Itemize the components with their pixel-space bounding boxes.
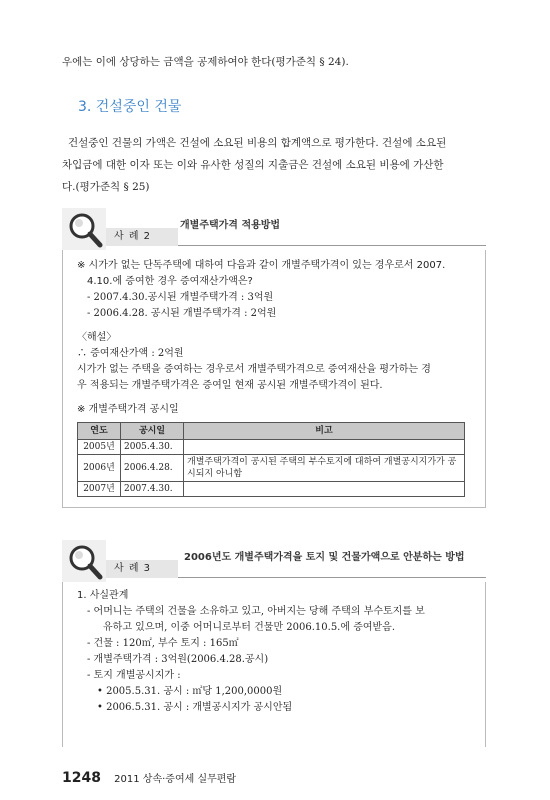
cell-year: 2007년	[78, 482, 121, 497]
divider	[178, 245, 486, 246]
cell-year: 2006년	[78, 455, 121, 482]
case-header	[62, 540, 486, 582]
case-heading: 1. 사실관계	[77, 590, 129, 601]
case-title: 개별주택가격 적용방법	[180, 220, 281, 231]
table-header-year: 연도	[78, 423, 121, 440]
list-item: - 2006.4.28. 공시된 개별주택가격 : 2억원	[87, 308, 277, 319]
list-item: - 건물 : 120㎡, 부수 토지 : 165㎡	[87, 638, 239, 649]
paragraph-line: 다.(평가준칙 § 25)	[62, 181, 150, 193]
list-item: - 개별주택가격 : 3억원(2006.4.28.공시)	[87, 654, 269, 665]
paragraph-line: 건설중인 건물의 가액은 건설에 소요된 비용의 합계액으로 평가한다. 건설에 소요된	[68, 137, 447, 149]
cell-note: 개별주택가격이 공시된 주택의 부수토지에 대하여 개별공시지가가 공시되지 아니함	[184, 455, 465, 482]
cell-date: 2006.4.28.	[121, 455, 184, 482]
table-row	[78, 482, 465, 497]
answer-line: ∴ 증여재산가액 : 2억원	[77, 348, 184, 359]
case-header	[62, 208, 486, 250]
explain-line: 우 적용되는 개별주택가격은 증여일 현재 공시된 개별주택가격이 된다.	[77, 380, 383, 391]
explain-line: 시가가 없는 주택을 증여하는 경우로서 개별주택가격으로 증여재산을 평가하는 경	[77, 364, 431, 375]
sub-item: • 2006.5.31. 공시 : 개별공시지가 공시안됨	[97, 702, 293, 713]
page-number: 1248	[62, 770, 101, 786]
sub-item: • 2005.5.31. 공시 : ㎡당 1,200,0000원	[97, 686, 283, 697]
case-label: 사 례 2	[106, 228, 178, 246]
book-title: 2011 상속·증여세 실무편람	[114, 774, 237, 785]
magnifier-icon	[62, 540, 106, 582]
case-body	[62, 250, 486, 508]
paragraph-line: 차입금에 대한 이자 또는 이와 유사한 성질의 지출금은 건설에 소요된 비용에 가산한	[62, 159, 444, 171]
case-title: 2006년도 개별주택가격을 토지 및 건물가액으로 안분하는 방법	[184, 552, 465, 563]
cell-note	[184, 440, 465, 455]
table-header-date: 공시일	[121, 423, 184, 440]
table-row	[78, 440, 465, 455]
table-row	[78, 455, 465, 482]
fact-line: - 어머니는 주택의 건물을 소유하고 있고, 아버지는 당해 주택의 부수토지를 보	[87, 606, 425, 617]
cell-note	[184, 482, 465, 497]
question-line: ※ 시가가 없는 단독주택에 대하여 다음과 같이 개별주택가격이 있는 경우로서 2007.	[77, 260, 446, 271]
cell-date: 2005.4.30.	[121, 440, 184, 455]
section-paragraph	[62, 132, 492, 198]
list-item: - 2007.4.30.공시된 개별주택가격 : 3억원	[87, 292, 274, 303]
top-text-line: 우에는 이에 상당하는 금액을 공제하여야 한다(평가준칙 § 24).	[62, 56, 349, 68]
table-caption: ※ 개별주택가격 공시일	[77, 404, 179, 415]
publication-table	[77, 422, 465, 497]
divider	[178, 577, 486, 578]
list-item: - 토지 개별공시지가 :	[87, 670, 181, 681]
answer-heading: 〈해설〉	[77, 332, 117, 343]
cell-year: 2005년	[78, 440, 121, 455]
fact-line: 유하고 있으며, 이중 어머니로부터 건물만 2006.10.5.에 증여받음.	[103, 622, 396, 633]
table-header-note: 비고	[184, 423, 465, 440]
magnifier-icon	[62, 208, 106, 250]
question-line: 4.10.에 증여한 경우 증여재산가액은?	[87, 276, 253, 287]
case-box-3	[62, 540, 486, 747]
case-body	[62, 582, 486, 747]
section-title: 3. 건설중인 건물	[78, 99, 182, 115]
cell-date: 2007.4.30.	[121, 482, 184, 497]
case-box-2	[62, 208, 486, 508]
case-label: 사 례 3	[106, 560, 178, 578]
page-footer	[62, 770, 236, 786]
